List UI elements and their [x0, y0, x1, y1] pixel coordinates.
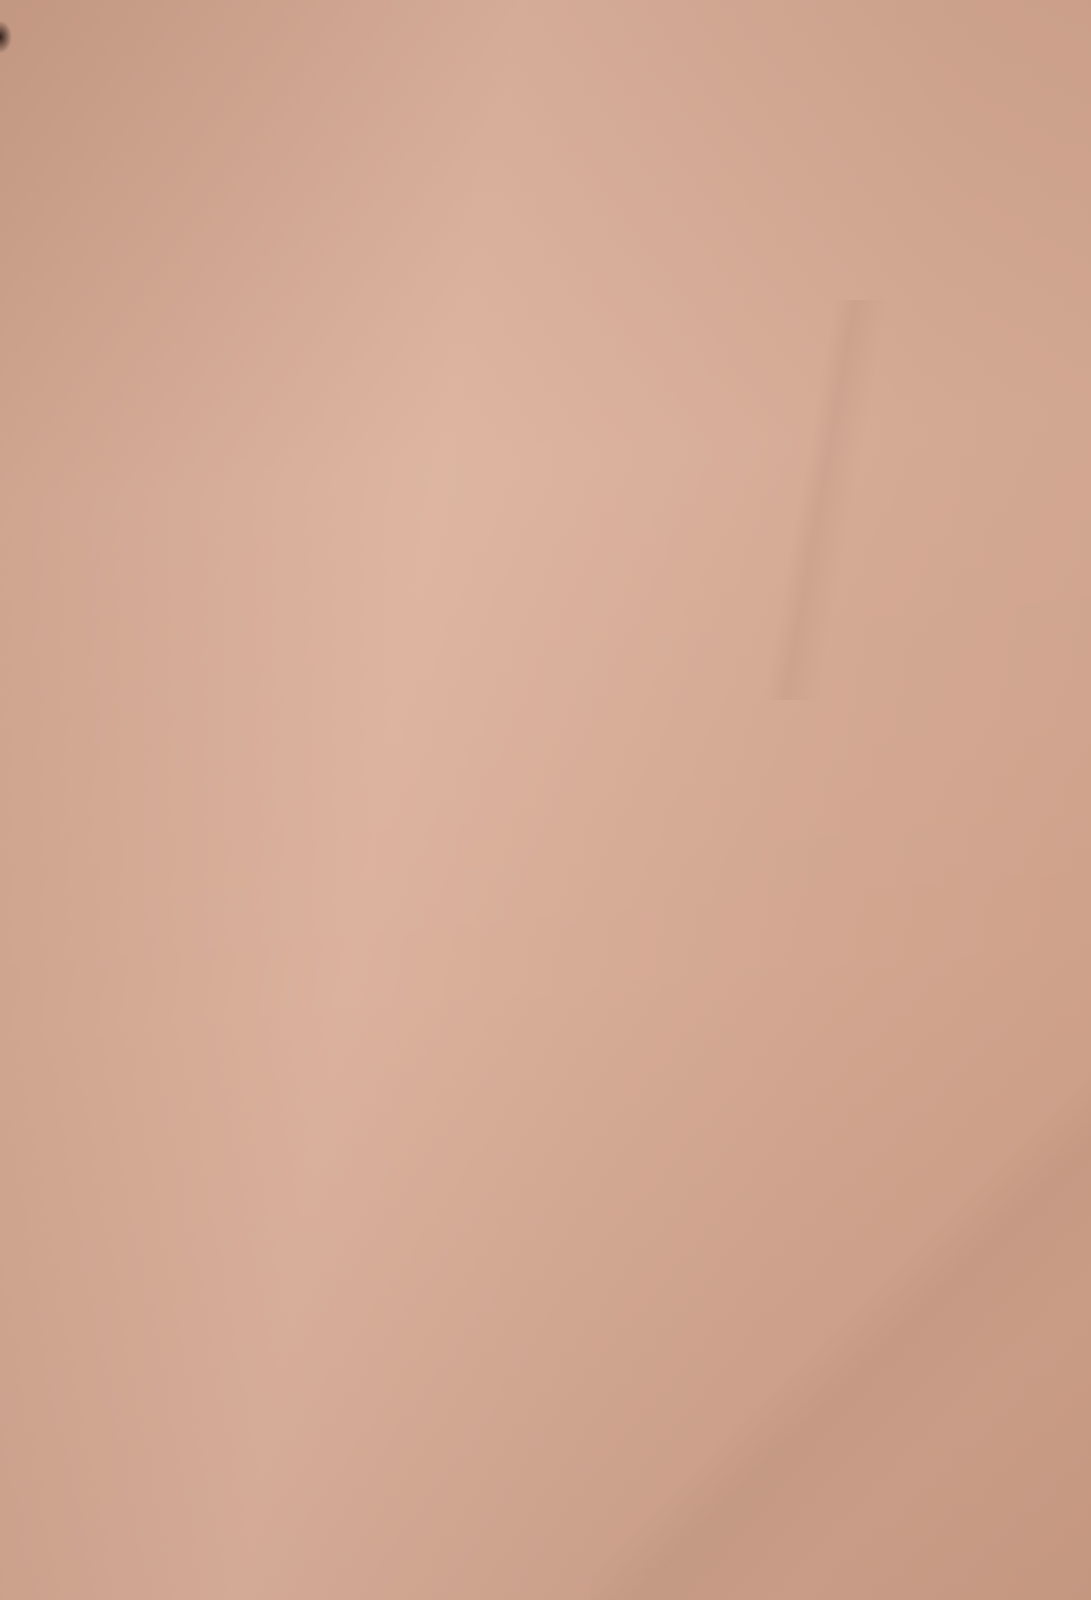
- participant-row: [72, 204, 1091, 235]
- item-number: [72, 297, 108, 328]
- participant-row: [72, 328, 1091, 359]
- item-number: [72, 204, 108, 235]
- paper-crease: [591, 1080, 1091, 1600]
- participant-role: [108, 204, 1091, 235]
- participant-role: [108, 390, 1091, 421]
- participant-role: [108, 359, 1091, 390]
- item-number: [72, 421, 108, 452]
- date-line: [55, 130, 1091, 158]
- participant-row: [72, 452, 1091, 483]
- item-number: [72, 235, 108, 266]
- participant-row: [72, 390, 1091, 421]
- participant-role: [108, 452, 1091, 483]
- item-number: [72, 452, 108, 483]
- participant-row: [72, 359, 1091, 390]
- participant-role: [108, 235, 1091, 266]
- participants-list: [0, 204, 1091, 483]
- document-title: [0, 0, 1091, 56]
- participant-row: [72, 235, 1091, 266]
- item-number: [72, 328, 108, 359]
- item-number: [72, 390, 108, 421]
- participant-role: [108, 421, 1091, 452]
- participant-row: [72, 266, 1091, 297]
- participant-role: [108, 266, 1091, 297]
- participant-row: [72, 421, 1091, 452]
- participant-row: [72, 297, 1091, 328]
- participant-role: [108, 328, 1091, 359]
- item-number: [72, 359, 108, 390]
- item-number: [72, 266, 108, 297]
- participant-role: [108, 297, 1091, 328]
